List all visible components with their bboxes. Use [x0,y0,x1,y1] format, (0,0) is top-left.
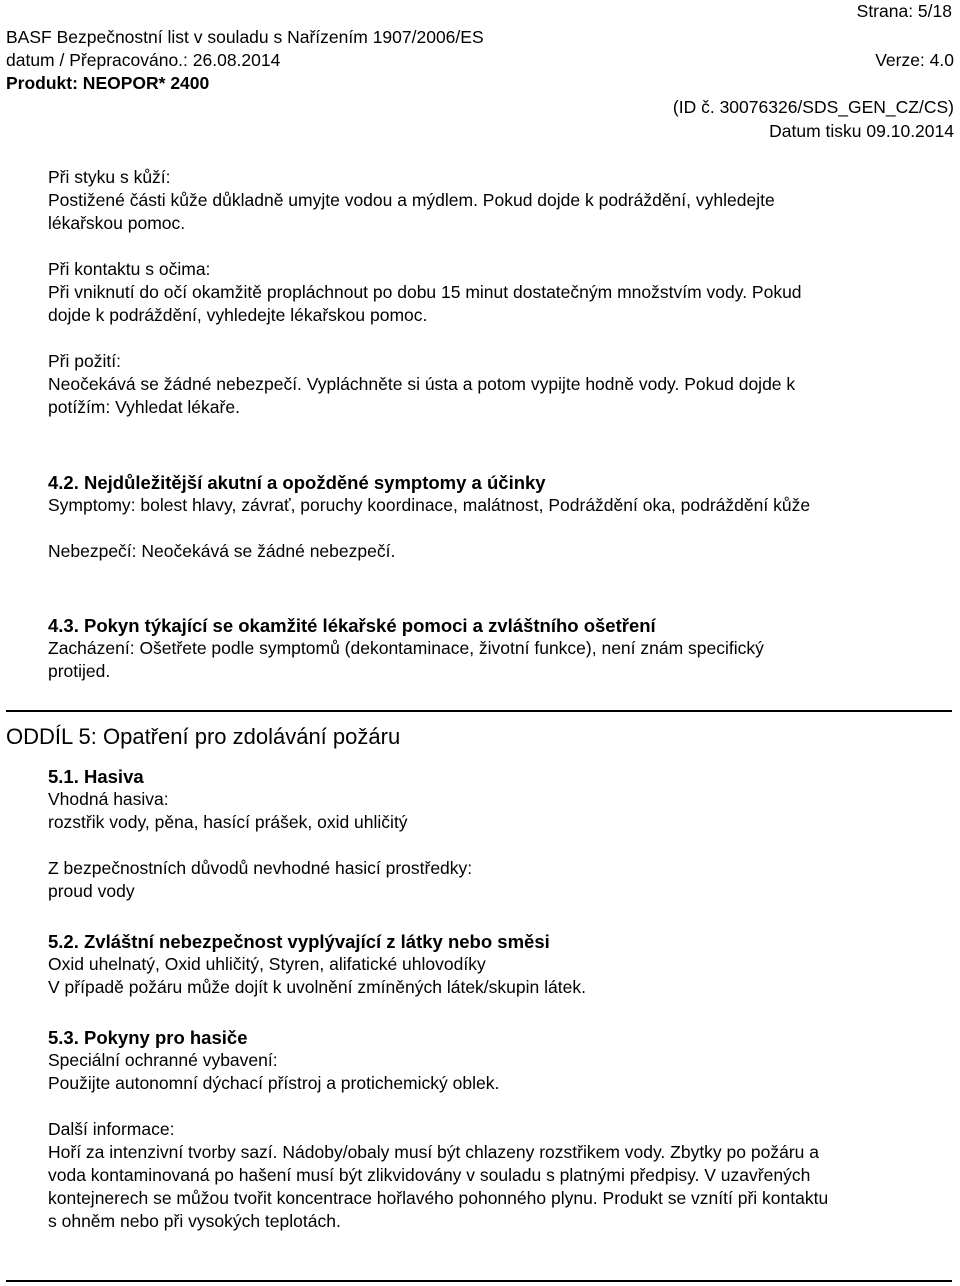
section-5-3-heading: 5.3. Pokyny pro hasiče [48,1027,248,1048]
section-5-2 [48,930,928,999]
treatment-text-1: Zacházení: Ošetřete podle symptomů (dekontaminace, životní funkce), není znám specifický [48,638,764,658]
eye-contact-heading: Při kontaktu s očima: [48,259,211,279]
section-4-3-heading: 4.3. Pokyn týkající se okamžité lékařské pomoci a zvláštního ošetření [48,615,656,636]
ingestion-text-2: potížím: Vyhledat lékaře. [48,397,240,417]
further-info-text-1: Hoří za intenzivní tvorby sazí. Nádoby/obaly musí být chlazeny rozstřikem vody. Zbytky po požáru a [48,1142,819,1162]
protective-equipment-value: Použijte autonomní dýchací přístroj a protichemický oblek. [48,1073,500,1093]
print-date: Datum tisku 09.10.2014 [769,121,954,141]
section-5-2-heading: 5.2. Zvláštní nebezpečnost vyplývající z látky nebo směsi [48,931,550,952]
further-info-label: Další informace: [48,1119,175,1139]
further-info-text-4: s ohněm nebo při vysokých teplotách. [48,1211,341,1231]
section-5-1 [48,765,928,903]
footer-divider [6,1280,952,1282]
product-name: Produkt: NEOPOR* 2400 [6,73,210,93]
version: Verze: 4.0 [875,50,954,70]
unsuitable-media-value: proud vody [48,881,135,901]
section-divider [6,710,952,712]
eye-contact-text-2: dojde k podráždění, vyhledejte lékařskou pomoc. [48,305,428,325]
section-5-3 [48,1026,928,1233]
skin-contact-text-2: lékařskou pomoc. [48,213,186,233]
unsuitable-media-label: Z bezpečnostních důvodů nevhodné hasicí prostředky: [48,858,473,878]
skin-contact-text-1: Postižené části kůže důkladně umyjte vodou a mýdlem. Pokud dojde k podráždění, vyhledejte [48,190,775,210]
skin-contact-heading: Při styku s kůží: [48,167,171,187]
document-id: (ID č. 30076326/SDS_GEN_CZ/CS) [672,97,954,117]
section-4-2-heading: 4.2. Nejdůležitější akutní a opožděné symptomy a účinky [48,472,546,493]
ingestion-text-1: Neočekává se žádné nebezpečí. Vypláchněte si ústa a potom vypijte hodně vody. Pokud dojde k [48,374,796,394]
section-4-2 [48,471,928,563]
suitable-media-value: rozstřik vody, pěna, hasící prášek, oxid uhličitý [48,812,408,832]
document-title: BASF Bezpečnostní list v souladu s Nařízením 1907/2006/ES [6,27,484,47]
first-aid-block [48,166,928,419]
section-5-1-heading: 5.1. Hasiva [48,766,144,787]
special-hazards-text-1: Oxid uhelnatý, Oxid uhličitý, Styren, alifatické uhlovodíky [48,954,486,974]
further-info-text-2: voda kontaminovaná po hašení musí být zlikvidovány v souladu s platnými předpisy. V uzavřených [48,1165,811,1185]
protective-equipment-label: Speciální ochranné vybavení: [48,1050,278,1070]
symptoms-text: Symptomy: bolest hlavy, závrať, poruchy koordinace, malátnost, Podráždění oka, podráždění kůže [48,495,811,515]
further-info-text-3: kontejnerech se můžou tvořit koncentrace hořlavého pohonného plynu. Produkt se vznítí při kontaktu [48,1188,829,1208]
revision-date: datum / Přepracováno.: 26.08.2014 [6,50,281,70]
section-5-title: ODDÍL 5: Opatření pro zdolávání požáru [6,724,401,749]
ingestion-heading: Při požití: [48,351,121,371]
hazard-text: Nebezpečí: Neočekává se žádné nebezpečí. [48,541,396,561]
treatment-text-2: protijed. [48,661,111,681]
suitable-media-label: Vhodná hasiva: [48,789,169,809]
section-4-3 [48,614,928,683]
page-number: Strana: 5/18 [856,1,952,21]
eye-contact-text-1: Při vniknutí do očí okamžitě propláchnout po dobu 15 minut dostatečným množstvím vody. Pokud [48,282,802,302]
special-hazards-text-2: V případě požáru může dojít k uvolnění zmíněných látek/skupin látek. [48,977,586,997]
